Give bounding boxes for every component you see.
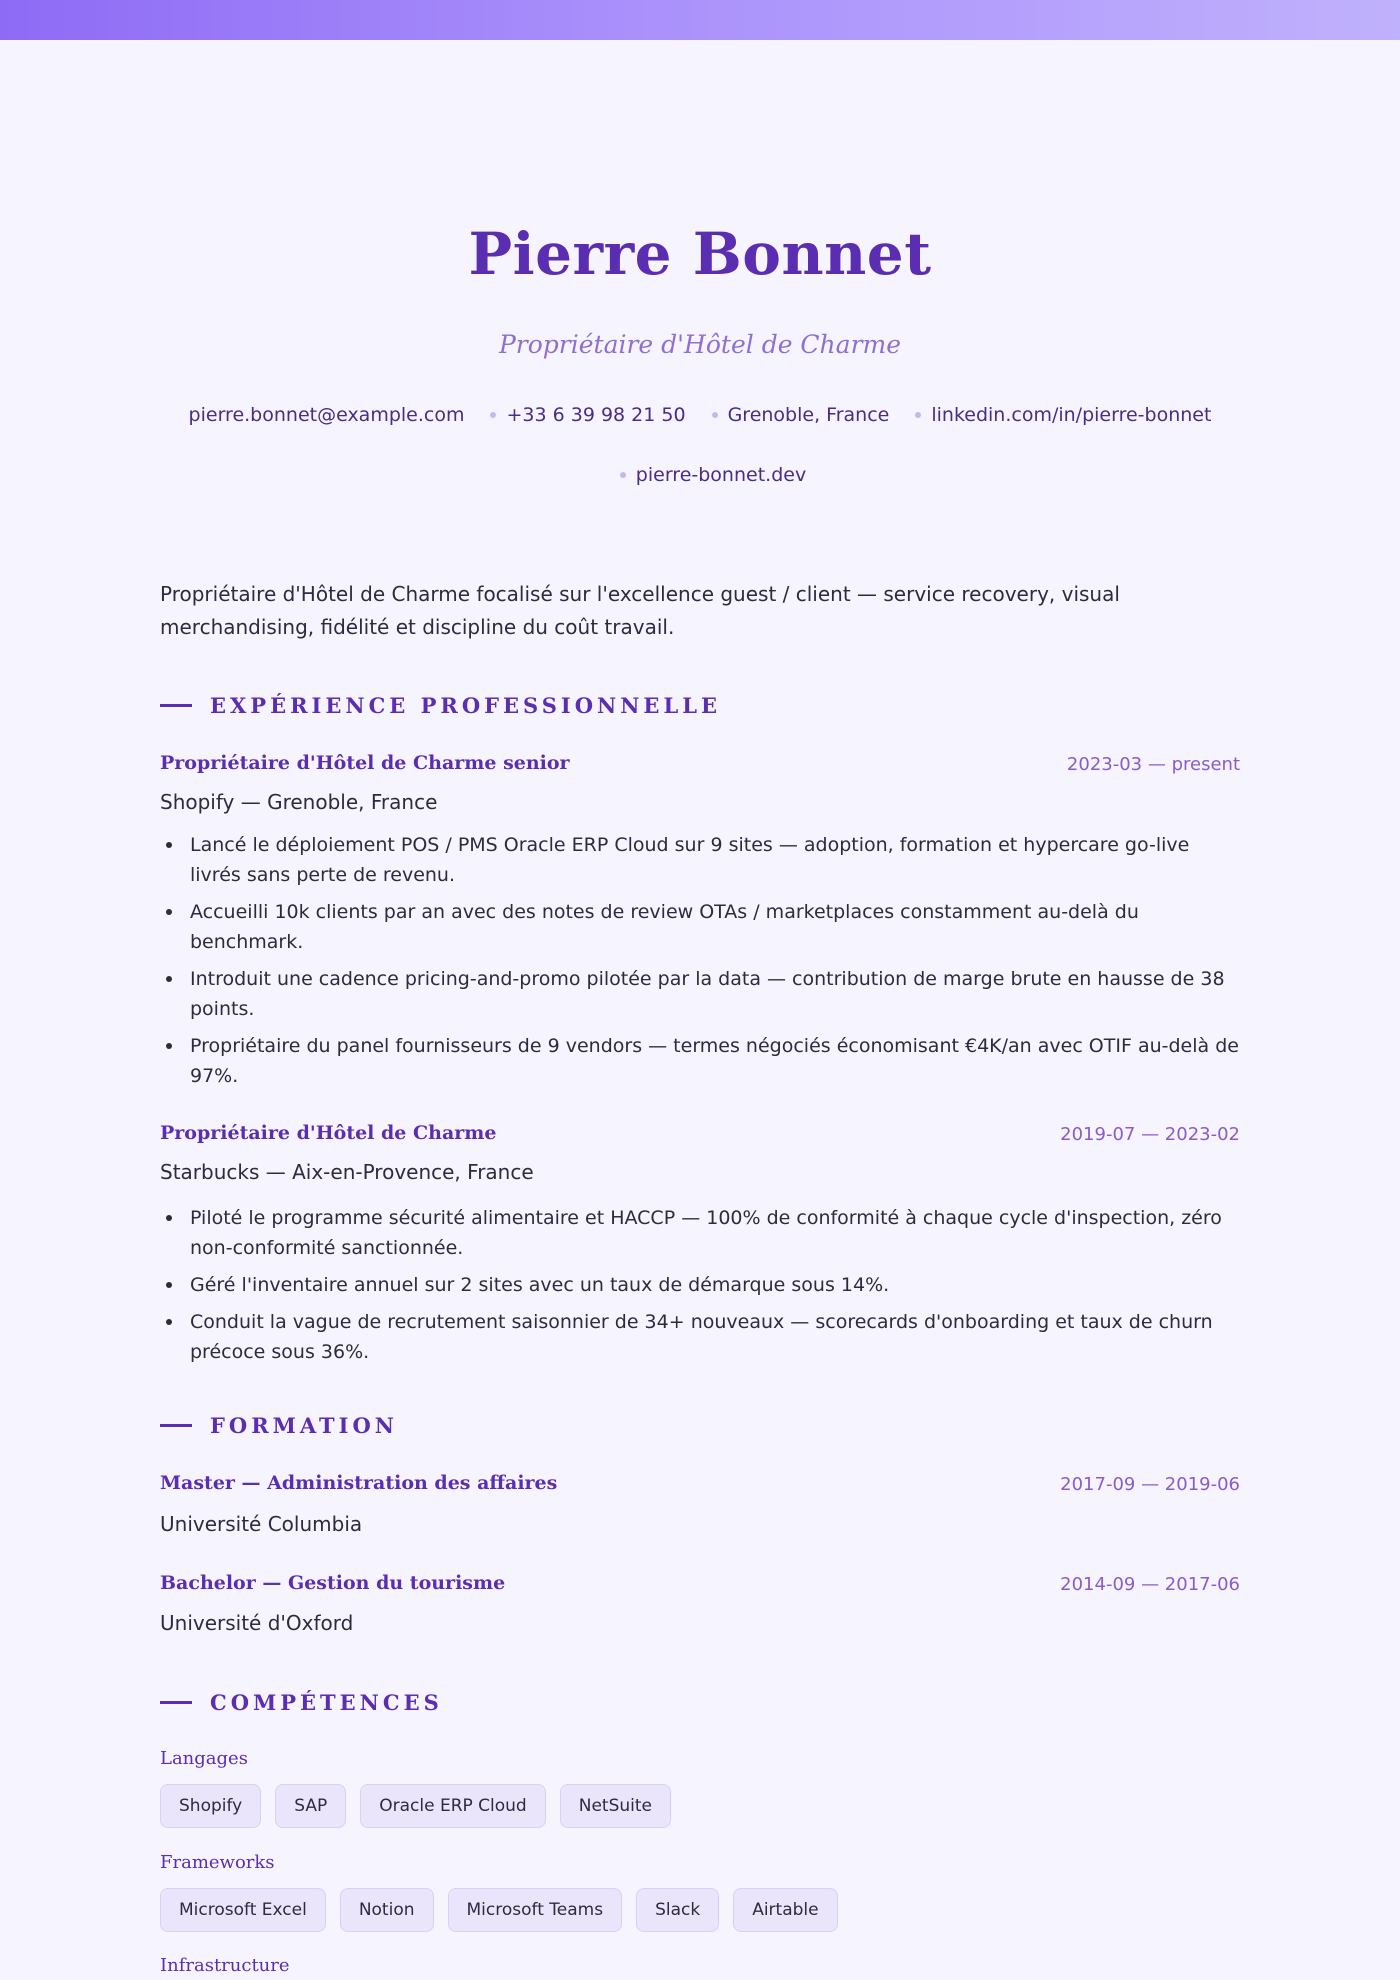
contact-email[interactable]: pierre.bonnet@example.com	[188, 404, 465, 426]
job-2-dates: 2019-07 — 2023-02	[1060, 1124, 1240, 1145]
separator-dot	[620, 472, 626, 478]
list-item: Géré l'inventaire annuel sur 2 sites avec un taux de démarque sous 14%.	[160, 1270, 1240, 1300]
job-title: Propriétaire d'Hôtel de Charme	[498, 330, 902, 359]
job-1-dates: 2023-03 — present	[1066, 754, 1240, 775]
heading-rule	[160, 704, 192, 707]
contact-location: Grenoble, France	[686, 400, 890, 430]
summary-text: Propriétaire d'Hôtel de Charme focalisé sur l'excellence guest / client — service recovery, visual merchandising, fidélité et discipline du coût travail.	[160, 582, 1120, 639]
heading-rule	[160, 1701, 192, 1704]
job-2-title: Propriétaire d'Hôtel de Charme	[160, 1122, 497, 1144]
contact-linkedin[interactable]: linkedin.com/in/pierre-bonnet	[889, 400, 1211, 430]
skill-tag: Microsoft Teams	[448, 1888, 623, 1932]
list-item: Conduit la vague de recrutement saisonnier de 34+ nouveaux — scorecards d'onboarding et taux de churn précoce sous 36%.	[160, 1307, 1240, 1367]
list-item: Lancé le déploiement POS / PMS Oracle ERP Cloud sur 9 sites — adoption, formation et hypercare go-live livrés sans perte de revenu.	[160, 830, 1240, 890]
skill-tag: SAP	[275, 1784, 346, 1828]
education-1-dates: 2017-09 — 2019-06	[1060, 1474, 1240, 1495]
contact-phone[interactable]: +33 6 39 98 21 50	[464, 400, 685, 430]
job-1-company: Shopify — Grenoble, France	[160, 790, 438, 814]
education-2-degree: Bachelor — Gestion du tourisme	[160, 1572, 506, 1594]
education-2-dates: 2014-09 — 2017-06	[1060, 1574, 1240, 1595]
skill-tag: Shopify	[160, 1784, 261, 1828]
heading-rule	[160, 1424, 192, 1427]
list-item: Piloté le programme sécurité alimentaire et HACCP — 100% de conformité à chaque cycle d'inspection, zéro non-conformité sanctionnée.	[160, 1203, 1240, 1263]
education-2-school: Université d'Oxford	[160, 1611, 354, 1635]
section-skills-heading: COMPÉTENCES	[160, 1690, 443, 1715]
job-1-bullets	[160, 830, 1240, 1098]
education-1-school: Université Columbia	[160, 1512, 363, 1536]
contact-website[interactable]: pierre-bonnet.dev	[594, 460, 806, 490]
skill-tag: Notion	[340, 1888, 434, 1932]
separator-dot	[712, 412, 718, 418]
skill-group-frameworks-label: Frameworks	[160, 1852, 275, 1873]
person-name: Pierre Bonnet	[468, 220, 932, 288]
skill-tag: Slack	[636, 1888, 719, 1932]
separator-dot	[490, 412, 496, 418]
education-1-degree: Master — Administration des affaires	[160, 1472, 558, 1494]
job-2-company: Starbucks — Aix-en-Provence, France	[160, 1160, 534, 1184]
section-education-heading: FORMATION	[160, 1413, 398, 1438]
separator-dot	[915, 412, 921, 418]
job-2-bullets	[160, 1203, 1240, 1374]
list-item: Introduit une cadence pricing-and-promo pilotée par la data — contribution de marge brute en hausse de 38 points.	[160, 964, 1240, 1024]
skill-tag: Microsoft Excel	[160, 1888, 326, 1932]
skill-group-frameworks-tags	[160, 1888, 838, 1932]
skill-tag: Oracle ERP Cloud	[360, 1784, 546, 1828]
skill-tag: NetSuite	[560, 1784, 671, 1828]
section-experience-heading: EXPÉRIENCE PROFESSIONNELLE	[160, 693, 721, 718]
contact-list	[140, 400, 1260, 490]
skill-group-languages-tags	[160, 1784, 671, 1828]
top-accent-bar	[0, 0, 1400, 40]
skill-tag: Airtable	[733, 1888, 837, 1932]
list-item: Accueilli 10k clients par an avec des notes de review OTAs / marketplaces constamment au-delà du benchmark.	[160, 897, 1240, 957]
job-1-title: Propriétaire d'Hôtel de Charme senior	[160, 752, 570, 774]
skill-group-languages-label: Langages	[160, 1748, 248, 1769]
list-item: Propriétaire du panel fournisseurs de 9 vendors — termes négociés économisant €4K/an avec OTIF au-delà de 97%.	[160, 1031, 1240, 1091]
skill-group-infrastructure-label: Infrastructure	[160, 1955, 290, 1976]
